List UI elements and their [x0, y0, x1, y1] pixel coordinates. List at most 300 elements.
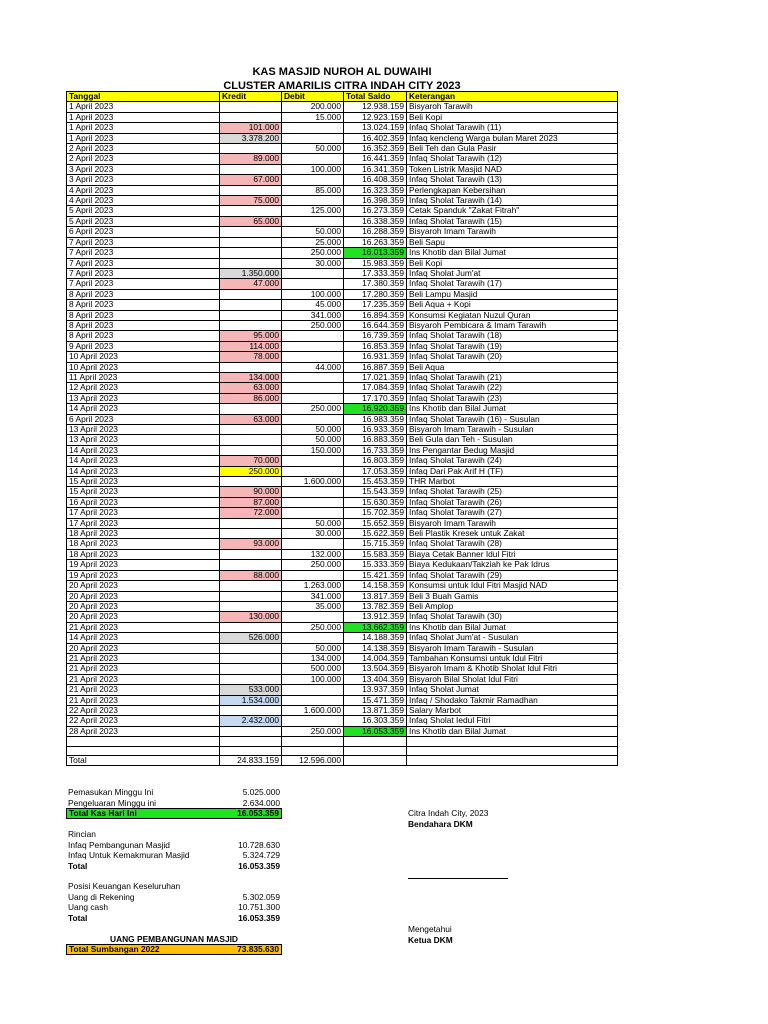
- blank-row: [67, 746, 618, 755]
- table-row: [67, 466, 618, 476]
- keterangan-cell: Token Listrik Masjid NAD: [407, 164, 618, 174]
- ledger-body: [67, 102, 618, 737]
- debit-cell: [282, 456, 344, 466]
- kredit-cell: 526.000: [220, 633, 282, 643]
- date-cell: 13 April 2023: [67, 435, 220, 445]
- date-cell: 20 April 2023: [67, 612, 220, 622]
- date-cell: 1 April 2023: [67, 123, 220, 133]
- table-row: [67, 695, 618, 705]
- keterangan-cell: Beli Sapu: [407, 237, 618, 247]
- date-cell: 8 April 2023: [67, 310, 220, 320]
- keterangan-cell: Infaq Sholat Tarawih (16) - Susulan: [407, 414, 618, 424]
- date-cell: 4 April 2023: [67, 196, 220, 206]
- debit-cell: 1.600.000: [282, 477, 344, 487]
- kredit-cell: 1.350.000: [220, 268, 282, 278]
- keterangan-cell: Infaq Sholat Iedul Fitri: [407, 716, 618, 726]
- saldo-cell: 16.402.359: [344, 133, 407, 143]
- table-row: [67, 435, 618, 445]
- debit-cell: [282, 216, 344, 226]
- date-cell: 22 April 2023: [67, 716, 220, 726]
- kredit-cell: 78.000: [220, 352, 282, 362]
- date-cell: 21 April 2023: [67, 653, 220, 663]
- debit-cell: 50.000: [282, 144, 344, 154]
- debit-cell: [282, 633, 344, 643]
- kredit-cell: [220, 477, 282, 487]
- saldo-cell: 15.702.359: [344, 508, 407, 518]
- date-cell: 5 April 2023: [67, 206, 220, 216]
- table-row: [67, 705, 618, 715]
- saldo-cell: 16.441.359: [344, 154, 407, 164]
- saldo-cell: 15.983.359: [344, 258, 407, 268]
- kredit-cell: [220, 144, 282, 154]
- date-cell: 14 April 2023: [67, 445, 220, 455]
- table-row: [67, 716, 618, 726]
- date-cell: 20 April 2023: [67, 643, 220, 653]
- date-cell: 6 April 2023: [67, 414, 220, 424]
- keterangan-cell: Infaq Sholat Tarawih (24): [407, 456, 618, 466]
- debit-cell: 25.000: [282, 237, 344, 247]
- kredit-cell: 250.000: [220, 466, 282, 476]
- saldo-cell: 16.288.359: [344, 227, 407, 237]
- kredit-cell: [220, 622, 282, 632]
- ledger-table: [66, 91, 618, 766]
- table-row: [67, 331, 618, 341]
- table-row: [67, 643, 618, 653]
- date-cell: 13 April 2023: [67, 393, 220, 403]
- keterangan-cell: Beli Lampu Masjid: [407, 289, 618, 299]
- keterangan-cell: Infaq Sholat Jum'at - Susulan: [407, 633, 618, 643]
- kredit-cell: [220, 237, 282, 247]
- date-cell: 16 April 2023: [67, 497, 220, 507]
- saldo-cell: 17.053.359: [344, 466, 407, 476]
- saldo-cell: 16.398.359: [344, 196, 407, 206]
- date-cell: 14 April 2023: [67, 633, 220, 643]
- keterangan-cell: Konsumsi Kegiatan Nuzul Quran: [407, 310, 618, 320]
- table-row: [67, 227, 618, 237]
- kredit-cell: [220, 445, 282, 455]
- table-row: [67, 664, 618, 674]
- saldo-cell: 17.170.359: [344, 393, 407, 403]
- table-row: [67, 549, 618, 559]
- saldo-cell: 17.021.359: [344, 372, 407, 382]
- table-row: [67, 206, 618, 216]
- keterangan-cell: Bisyaroh Tarawih: [407, 102, 618, 112]
- saldo-cell: 16.983.359: [344, 414, 407, 424]
- debit-cell: 250.000: [282, 560, 344, 570]
- saldo-cell: 13.937.359: [344, 685, 407, 695]
- keterangan-cell: Bisyaroh Imam Tarawih: [407, 518, 618, 528]
- date-cell: 21 April 2023: [67, 685, 220, 695]
- table-row: [67, 601, 618, 611]
- keterangan-cell: THR Marbot: [407, 477, 618, 487]
- debit-cell: [282, 612, 344, 622]
- debit-cell: 125.000: [282, 206, 344, 216]
- col-header-kredit: Kredit: [220, 92, 282, 102]
- kemakmuran-value: 5.324.729: [242, 850, 280, 860]
- kredit-cell: 86.000: [220, 393, 282, 403]
- keterangan-cell: Beli Amplop: [407, 601, 618, 611]
- kredit-cell: [220, 529, 282, 539]
- saldo-cell: 16.894.359: [344, 310, 407, 320]
- keterangan-cell: Bisyaroh Imam & Khotib Sholat Idul Fitri: [407, 664, 618, 674]
- debit-cell: 134.000: [282, 653, 344, 663]
- table-row: [67, 685, 618, 695]
- saldo-cell: 16.920.359: [344, 404, 407, 414]
- kredit-cell: 1.534.000: [220, 695, 282, 705]
- debit-cell: 50.000: [282, 435, 344, 445]
- saldo-cell: 13.782.359: [344, 601, 407, 611]
- saldo-cell: 16.644.359: [344, 320, 407, 330]
- kredit-cell: [220, 560, 282, 570]
- debit-cell: 44.000: [282, 362, 344, 372]
- posisi-total-label: Total: [68, 912, 88, 923]
- date-cell: 1 April 2023: [67, 133, 220, 143]
- kemakmuran-label: Infaq Untuk Kemakmuran Masjid: [68, 850, 190, 860]
- kredit-cell: 87.000: [220, 497, 282, 507]
- keterangan-cell: Salary Marbot: [407, 705, 618, 715]
- col-header-debit: Debit: [282, 92, 344, 102]
- keterangan-cell: Bisyaroh Imam Tarawih - Susulan: [407, 425, 618, 435]
- keterangan-cell: Infaq Sholat Tarawih (13): [407, 175, 618, 185]
- table-row: [67, 591, 618, 601]
- keterangan-cell: Beli Kopi: [407, 258, 618, 268]
- table-row: [67, 404, 618, 414]
- date-cell: 1 April 2023: [67, 102, 220, 112]
- kredit-cell: [220, 601, 282, 611]
- table-row: [67, 216, 618, 226]
- date-cell: 17 April 2023: [67, 508, 220, 518]
- date-cell: 18 April 2023: [67, 539, 220, 549]
- date-cell: 20 April 2023: [67, 601, 220, 611]
- debit-cell: [282, 331, 344, 341]
- saldo-cell: 16.853.359: [344, 341, 407, 351]
- kredit-cell: 3.378.200: [220, 133, 282, 143]
- date-cell: 14 April 2023: [67, 404, 220, 414]
- kredit-cell: [220, 112, 282, 122]
- debit-cell: 200.000: [282, 102, 344, 112]
- kredit-cell: [220, 726, 282, 736]
- date-cell: 8 April 2023: [67, 331, 220, 341]
- table-row: [67, 393, 618, 403]
- sumbangan-row: [66, 944, 282, 955]
- debit-cell: 50.000: [282, 227, 344, 237]
- kredit-cell: [220, 518, 282, 528]
- saldo-cell: 17.380.359: [344, 279, 407, 289]
- kredit-cell: 134.000: [220, 372, 282, 382]
- total-label: Total: [67, 755, 220, 765]
- table-row: [67, 352, 618, 362]
- debit-cell: 1.600.000: [282, 705, 344, 715]
- saldo-cell: 15.715.359: [344, 539, 407, 549]
- table-row: [67, 185, 618, 195]
- pemasukan-label: Pemasukan Minggu Ini: [68, 787, 154, 797]
- saldo-cell: 14.188.359: [344, 633, 407, 643]
- col-header-keterangan: Keterangan: [407, 92, 618, 102]
- debit-cell: [282, 175, 344, 185]
- kredit-cell: [220, 258, 282, 268]
- keterangan-cell: Cetak Spanduk "Zakat Fitrah": [407, 206, 618, 216]
- table-row: [67, 383, 618, 393]
- table-row: [67, 310, 618, 320]
- table-row: [67, 112, 618, 122]
- table-row: [67, 612, 618, 622]
- keterangan-cell: Ins Khotib dan Bilal Jumat: [407, 248, 618, 258]
- report-titles: [66, 66, 618, 93]
- saldo-cell: 16.303.359: [344, 716, 407, 726]
- total-kredit: 24.833.159: [220, 755, 282, 765]
- debit-cell: [282, 196, 344, 206]
- pembangunan-value: 10.728.630: [238, 839, 280, 850]
- kredit-cell: 70.000: [220, 456, 282, 466]
- table-row: [67, 289, 618, 299]
- date-cell: 9 April 2023: [67, 341, 220, 351]
- debit-cell: 30.000: [282, 529, 344, 539]
- date-cell: 8 April 2023: [67, 300, 220, 310]
- keterangan-cell: Infaq Sholat Tarawih (11): [407, 123, 618, 133]
- date-cell: 2 April 2023: [67, 154, 220, 164]
- pembangunan-label: Infaq Pembangunan Masjid: [68, 839, 170, 850]
- keterangan-cell: Infaq Sholat Tarawih (20): [407, 352, 618, 362]
- debit-cell: 250.000: [282, 320, 344, 330]
- kredit-cell: 75.000: [220, 196, 282, 206]
- keterangan-cell: Bisyaroh Bilal Sholat Idul Fitri: [407, 674, 618, 684]
- debit-cell: 50.000: [282, 518, 344, 528]
- keterangan-cell: Biaya Cetak Banner Idul Fitri: [407, 549, 618, 559]
- kredit-cell: [220, 248, 282, 258]
- keterangan-cell: Infaq Sholat Tarawih (12): [407, 154, 618, 164]
- kredit-cell: 533.000: [220, 685, 282, 695]
- debit-cell: [282, 383, 344, 393]
- date-cell: 10 April 2023: [67, 352, 220, 362]
- debit-cell: 500.000: [282, 664, 344, 674]
- saldo-cell: 15.543.359: [344, 487, 407, 497]
- saldo-cell: 13.871.359: [344, 705, 407, 715]
- debit-cell: 250.000: [282, 404, 344, 414]
- keterangan-cell: Infaq Sholat Tarawih (27): [407, 508, 618, 518]
- keterangan-cell: Infaq Sholat Tarawih (22): [407, 383, 618, 393]
- debit-cell: [282, 154, 344, 164]
- debit-cell: 85.000: [282, 185, 344, 195]
- report-subtitle: CLUSTER AMARILIS CITRA INDAH CITY 2023: [223, 79, 461, 92]
- rincian-title: Rincian: [68, 829, 96, 839]
- keterangan-cell: Ins Pengantar Bedug Masjid: [407, 445, 618, 455]
- date-cell: 13 April 2023: [67, 425, 220, 435]
- kredit-cell: [220, 320, 282, 330]
- table-row: [67, 320, 618, 330]
- date-cell: 15 April 2023: [67, 477, 220, 487]
- keterangan-cell: Infaq Sholat Tarawih (28): [407, 539, 618, 549]
- table-row: [67, 196, 618, 206]
- debit-cell: [282, 352, 344, 362]
- table-row: [67, 497, 618, 507]
- saldo-cell: 16.887.359: [344, 362, 407, 372]
- sumbangan-label: Total Sumbangan 2022: [69, 944, 160, 954]
- date-cell: 20 April 2023: [67, 581, 220, 591]
- total-kas-value: 16.053.359: [237, 808, 279, 818]
- keterangan-cell: Bisyaroh Imam Tarawih: [407, 227, 618, 237]
- table-row: [67, 154, 618, 164]
- kredit-cell: 72.000: [220, 508, 282, 518]
- debit-cell: 250.000: [282, 248, 344, 258]
- table-row: [67, 633, 618, 643]
- date-cell: 20 April 2023: [67, 591, 220, 601]
- debit-cell: [282, 123, 344, 133]
- col-header-tanggal: Tanggal: [67, 92, 220, 102]
- table-row: [67, 133, 618, 143]
- rincian-section: [66, 829, 282, 871]
- date-cell: 18 April 2023: [67, 549, 220, 559]
- debit-cell: 50.000: [282, 425, 344, 435]
- kredit-cell: [220, 435, 282, 445]
- saldo-cell: 15.453.359: [344, 477, 407, 487]
- pengeluaran-label: Pengeluaran Minggu ini: [68, 797, 156, 808]
- kredit-cell: [220, 164, 282, 174]
- blank-row: [67, 737, 618, 746]
- saldo-cell: 14.138.359: [344, 643, 407, 653]
- kredit-cell: [220, 310, 282, 320]
- saldo-cell: 15.333.359: [344, 560, 407, 570]
- debit-cell: [282, 497, 344, 507]
- keterangan-cell: Infaq Sholat Tarawih (21): [407, 372, 618, 382]
- table-row: [67, 726, 618, 736]
- kredit-cell: 90.000: [220, 487, 282, 497]
- date-cell: 3 April 2023: [67, 175, 220, 185]
- table-row: [67, 581, 618, 591]
- keterangan-cell: Infaq Sholat Tarawih (14): [407, 196, 618, 206]
- total-kas-label: Total Kas Hari Ini: [69, 808, 137, 818]
- table-row: [67, 164, 618, 174]
- table-row: [67, 529, 618, 539]
- table-row: [67, 508, 618, 518]
- keterangan-cell: Beli Teh dan Gula Pasir: [407, 144, 618, 154]
- keterangan-cell: Infaq Sholat Tarawih (19): [407, 341, 618, 351]
- saldo-cell: 15.630.359: [344, 497, 407, 507]
- table-row: [67, 622, 618, 632]
- table-row: [67, 300, 618, 310]
- table-row: [67, 425, 618, 435]
- table-row: [67, 362, 618, 372]
- debit-cell: [282, 393, 344, 403]
- date-cell: 21 April 2023: [67, 674, 220, 684]
- table-row: [67, 175, 618, 185]
- total-row: [67, 755, 618, 765]
- table-row: [67, 414, 618, 424]
- saldo-cell: 15.583.359: [344, 549, 407, 559]
- debit-cell: [282, 695, 344, 705]
- date-cell: 8 April 2023: [67, 289, 220, 299]
- signature-line: [408, 878, 508, 879]
- saldo-cell: 15.421.359: [344, 570, 407, 580]
- report-title: KAS MASJID NUROH AL DUWAIHI: [252, 66, 432, 78]
- keterangan-cell: Infaq Dari Pak Arif H (TF): [407, 466, 618, 476]
- signature-block: [408, 808, 488, 829]
- keterangan-cell: Beli Plastik Kresek untuk Zakat: [407, 529, 618, 539]
- keterangan-cell: Infaq Sholat Tarawih (26): [407, 497, 618, 507]
- ledger-header-row: [67, 92, 618, 102]
- kredit-cell: [220, 362, 282, 372]
- debit-cell: [282, 716, 344, 726]
- date-cell: 7 April 2023: [67, 268, 220, 278]
- saldo-cell: 13.662.359: [344, 622, 407, 632]
- kredit-cell: [220, 705, 282, 715]
- kredit-cell: 2.432.000: [220, 716, 282, 726]
- debit-cell: [282, 570, 344, 580]
- saldo-cell: 16.803.359: [344, 456, 407, 466]
- table-row: [67, 258, 618, 268]
- debit-cell: 1.263.000: [282, 581, 344, 591]
- keterangan-cell: Perlengkapan Kebersihan: [407, 185, 618, 195]
- saldo-cell: 16.933.359: [344, 425, 407, 435]
- table-row: [67, 518, 618, 528]
- role-ketua: Ketua DKM: [408, 934, 453, 945]
- sumbangan-value: 73.835.630: [237, 944, 279, 954]
- keterangan-cell: Biaya Kedukaan/Takziah ke Pak Idrus: [407, 560, 618, 570]
- saldo-cell: 15.471.359: [344, 695, 407, 705]
- date-cell: 22 April 2023: [67, 705, 220, 715]
- saldo-cell: 16.341.359: [344, 164, 407, 174]
- rekening-value: 5.302.059: [242, 891, 280, 902]
- pembangunan-title: UANG PEMBANGUNAN MASJID: [110, 934, 238, 944]
- kredit-cell: 130.000: [220, 612, 282, 622]
- keterangan-cell: Infaq Sholat Tarawih (29): [407, 570, 618, 580]
- keterangan-cell: Konsumsi untuk Idul Fitri Masjid NAD: [407, 581, 618, 591]
- signature-block-2: [408, 924, 453, 945]
- date-cell: 5 April 2023: [67, 216, 220, 226]
- table-row: [67, 477, 618, 487]
- date-cell: 7 April 2023: [67, 248, 220, 258]
- keterangan-cell: Infaq Sholat Tarawih (23): [407, 393, 618, 403]
- debit-cell: [282, 133, 344, 143]
- kredit-cell: [220, 549, 282, 559]
- kredit-cell: [220, 653, 282, 663]
- saldo-cell: 13.912.359: [344, 612, 407, 622]
- table-row: [67, 102, 618, 112]
- kredit-cell: 88.000: [220, 570, 282, 580]
- debit-cell: 100.000: [282, 289, 344, 299]
- keterangan-cell: Beli Gula dan Teh - Susulan: [407, 435, 618, 445]
- debit-cell: 15.000: [282, 112, 344, 122]
- keterangan-cell: Ins Khotib dan Bilal Jumat: [407, 622, 618, 632]
- table-row: [67, 341, 618, 351]
- saldo-cell: 14.004.359: [344, 653, 407, 663]
- table-row: [67, 570, 618, 580]
- date-cell: 21 April 2023: [67, 664, 220, 674]
- keterangan-cell: Beli 3 Buah Gamis: [407, 591, 618, 601]
- kredit-cell: [220, 300, 282, 310]
- debit-cell: 341.000: [282, 310, 344, 320]
- debit-cell: 35.000: [282, 601, 344, 611]
- pemasukan-value: 5.025.000: [242, 787, 280, 797]
- table-row: [67, 445, 618, 455]
- mengetahui-label: Mengetahui: [408, 924, 452, 934]
- kredit-cell: [220, 664, 282, 674]
- debit-cell: [282, 539, 344, 549]
- saldo-cell: 16.323.359: [344, 185, 407, 195]
- table-row: [67, 372, 618, 382]
- keterangan-cell: Infaq Sholat Tarawih (15): [407, 216, 618, 226]
- date-cell: 19 April 2023: [67, 570, 220, 580]
- table-row: [67, 268, 618, 278]
- keterangan-cell: Infaq Sholat Jumat: [407, 685, 618, 695]
- saldo-cell: 13.504.359: [344, 664, 407, 674]
- saldo-cell: 16.263.359: [344, 237, 407, 247]
- cash-label: Uang cash: [68, 902, 109, 912]
- date-cell: 7 April 2023: [67, 237, 220, 247]
- debit-cell: 341.000: [282, 591, 344, 601]
- table-row: [67, 653, 618, 663]
- saldo-cell: 16.338.359: [344, 216, 407, 226]
- table-row: [67, 237, 618, 247]
